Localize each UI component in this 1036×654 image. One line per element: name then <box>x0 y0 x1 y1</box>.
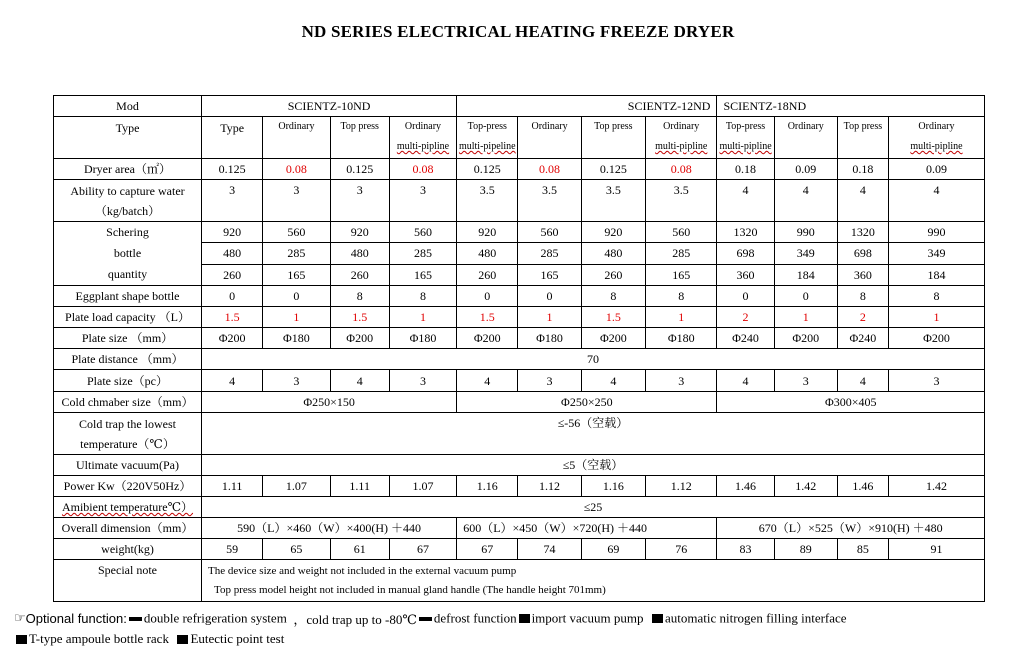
value-cell: 560 <box>389 222 456 243</box>
table-row <box>54 180 985 222</box>
type-line: Ordinary <box>404 121 442 132</box>
type-cell <box>518 117 581 159</box>
value-cell: 3 <box>202 180 263 222</box>
value-cell: 0.125 <box>202 159 263 180</box>
value-cell: 165 <box>645 264 716 285</box>
optional-item: automatic nitrogen filling interface <box>665 610 847 626</box>
value-cell: 349 <box>888 243 984 264</box>
optional-functions-line-1 <box>14 609 847 628</box>
type-cell <box>389 117 456 159</box>
table-row <box>54 159 985 180</box>
row-label <box>54 392 202 413</box>
value-cell: 360 <box>837 264 888 285</box>
value-cell: 0 <box>518 286 581 307</box>
value-cell: 4 <box>717 180 774 222</box>
value-cell: Φ240 <box>717 328 774 349</box>
row-label: Plate distance （mm） <box>54 349 202 370</box>
type-line: Top-press <box>467 121 507 132</box>
value-cell: 184 <box>888 264 984 285</box>
value-cell: 0.125 <box>330 159 389 180</box>
value-cell: 260 <box>202 264 263 285</box>
value-cell: 920 <box>202 222 263 243</box>
value-cell: Φ180 <box>263 328 330 349</box>
value-cell: 4 <box>888 180 984 222</box>
value-cell: 0 <box>202 286 263 307</box>
value-cell: 1.5 <box>202 307 263 328</box>
value-cell: 1.11 <box>330 476 389 497</box>
value-cell: 85 <box>837 539 888 560</box>
value-cell: 670（L）×525（W）×910(H) ＋480 <box>717 518 985 539</box>
value-cell: 2 <box>837 307 888 328</box>
type-cell <box>717 117 774 159</box>
value-cell: 8 <box>581 286 645 307</box>
row-label: Ultimate vacuum(Pa) <box>54 455 202 476</box>
value-cell: 1.5 <box>581 307 645 328</box>
value-cell: Φ300×405 <box>717 392 985 413</box>
note-line: Top press model height not included in manual gland handle (The handle height 701mm) <box>214 583 606 596</box>
value-cell: 3 <box>389 370 456 392</box>
type-line: Top press <box>843 121 883 132</box>
value-cell: 1.12 <box>645 476 716 497</box>
type-cell <box>774 117 837 159</box>
table-row <box>54 392 985 413</box>
value-cell: 8 <box>330 286 389 307</box>
value-cell: 0.09 <box>774 159 837 180</box>
value-cell: 990 <box>888 222 984 243</box>
table-row <box>54 307 985 328</box>
schering-label <box>54 222 202 286</box>
value-cell: 1.11 <box>202 476 263 497</box>
row-label: Amibient temperature℃） <box>54 497 202 518</box>
value-cell: Φ200 <box>330 328 389 349</box>
type-line: Ordinary <box>663 121 700 132</box>
row-label: Plate load capacity （L） <box>54 307 202 328</box>
value-cell: 0.09 <box>888 159 984 180</box>
row-label: Overall dimension（mm） <box>54 518 202 539</box>
type-cell <box>263 117 330 159</box>
value-cell: 560 <box>645 222 716 243</box>
type-cell: Type <box>202 117 263 159</box>
value-cell: 1 <box>518 307 581 328</box>
value-cell: 920 <box>457 222 518 243</box>
value-cell: 4 <box>457 370 518 392</box>
row-label: Plate size （mm） <box>54 328 202 349</box>
value-cell: 0 <box>263 286 330 307</box>
type-cell <box>581 117 645 159</box>
value-cell: 4 <box>330 370 389 392</box>
optional-item: defrost function <box>433 610 517 626</box>
pointing-hand-icon: ☞ <box>14 611 26 626</box>
value-cell: 1320 <box>837 222 888 243</box>
model-name: SCIENTZ-18ND <box>717 96 985 117</box>
value-cell: 3 <box>888 370 984 392</box>
value-cell: 349 <box>774 243 837 264</box>
value-cell: 4 <box>717 370 774 392</box>
value-cell: 1 <box>774 307 837 328</box>
type-line: multi-pipline <box>719 141 772 152</box>
value-cell: 260 <box>330 264 389 285</box>
value-cell: 165 <box>263 264 330 285</box>
value-cell: 3.5 <box>645 180 716 222</box>
value-cell: 360 <box>717 264 774 285</box>
table-row <box>54 539 985 560</box>
value-cell: 698 <box>717 243 774 264</box>
bullet-square-icon <box>419 617 432 621</box>
row-label <box>54 413 202 455</box>
value-cell: 4 <box>837 180 888 222</box>
value-cell: 285 <box>263 243 330 264</box>
row-label-line: temperature（℃） <box>80 436 175 451</box>
value-cell: 0.18 <box>717 159 774 180</box>
value-cell: 1 <box>263 307 330 328</box>
value-cell: 1320 <box>717 222 774 243</box>
table-row <box>54 497 985 518</box>
type-cell <box>837 117 888 159</box>
value-cell: 1.42 <box>888 476 984 497</box>
table-row <box>54 222 985 243</box>
type-line: Ordinary <box>531 121 568 132</box>
value-cell: 3 <box>518 370 581 392</box>
optional-item: ，cold trap up to -80℃ <box>293 612 417 627</box>
type-line: Top-press <box>725 121 766 132</box>
value-cell: 600（L）×450（W）×720(H) ＋440 <box>457 518 717 539</box>
bullet-square-icon <box>177 635 188 644</box>
table-row <box>54 476 985 497</box>
value-cell: 920 <box>330 222 389 243</box>
type-line: multi-pipline <box>655 141 708 152</box>
table-row <box>54 370 985 392</box>
value-cell: 3 <box>774 370 837 392</box>
bullet-square-icon <box>129 617 142 621</box>
value-cell: 165 <box>389 264 456 285</box>
bullet-square-icon <box>652 614 663 623</box>
type-line: Top press <box>340 121 379 132</box>
value-cell: Φ200 <box>202 328 263 349</box>
value-cell: 3.5 <box>518 180 581 222</box>
value-cell: 1.07 <box>389 476 456 497</box>
value-cell: 4 <box>581 370 645 392</box>
type-cell <box>330 117 389 159</box>
value-cell: 3 <box>330 180 389 222</box>
value-cell: 61 <box>330 539 389 560</box>
value-cell: 165 <box>518 264 581 285</box>
value-cell: 8 <box>888 286 984 307</box>
value-cell: 8 <box>645 286 716 307</box>
value-cell: 67 <box>389 539 456 560</box>
value-cell: 4 <box>774 180 837 222</box>
value-cell: ≤-56（空载） <box>202 413 985 455</box>
value-cell: 74 <box>518 539 581 560</box>
value-cell: 480 <box>202 243 263 264</box>
value-cell: Φ180 <box>389 328 456 349</box>
value-cell: 67 <box>457 539 518 560</box>
row-label: Plate size（pc） <box>54 370 202 392</box>
table-row <box>54 328 985 349</box>
type-line: multi-pipeline <box>458 141 516 152</box>
value-cell: 0.18 <box>837 159 888 180</box>
special-note <box>202 560 985 602</box>
value-cell: 65 <box>263 539 330 560</box>
value-cell: 1.5 <box>457 307 518 328</box>
optional-item: T-type ampoule bottle rack <box>29 631 169 647</box>
table-row <box>54 96 985 117</box>
value-cell: 1.12 <box>518 476 581 497</box>
value-cell: 0.08 <box>645 159 716 180</box>
type-label: Type <box>54 117 202 159</box>
value-cell: Φ200 <box>457 328 518 349</box>
value-cell: 590（L）×460（W）×400(H) ＋440 <box>202 518 457 539</box>
value-cell: 1.46 <box>837 476 888 497</box>
value-cell: 1.16 <box>581 476 645 497</box>
value-cell: 920 <box>581 222 645 243</box>
value-cell: 2 <box>717 307 774 328</box>
bullet-square-icon <box>16 635 27 644</box>
value-cell: 285 <box>518 243 581 264</box>
value-cell: 91 <box>888 539 984 560</box>
value-cell: 4 <box>837 370 888 392</box>
type-line: multi-pipline <box>396 141 450 152</box>
table-row <box>54 117 985 159</box>
value-cell: 70 <box>202 349 985 370</box>
bullet-square-icon <box>519 614 530 623</box>
type-cell <box>457 117 518 159</box>
value-cell: ≤25 <box>202 497 985 518</box>
value-cell: 0.08 <box>518 159 581 180</box>
table-row <box>54 518 985 539</box>
table-row <box>54 349 985 370</box>
value-cell: 3 <box>389 180 456 222</box>
value-cell: Φ250×150 <box>202 392 457 413</box>
value-cell: Φ250×250 <box>457 392 717 413</box>
value-cell: 0.125 <box>581 159 645 180</box>
value-cell: 0.08 <box>389 159 456 180</box>
value-cell: 0 <box>717 286 774 307</box>
value-cell: 3 <box>263 370 330 392</box>
optional-item: Eutectic point test <box>190 631 285 647</box>
value-cell: 59 <box>202 539 263 560</box>
value-cell: Φ200 <box>581 328 645 349</box>
value-cell: 1.5 <box>330 307 389 328</box>
value-cell: Φ180 <box>518 328 581 349</box>
value-cell: 260 <box>581 264 645 285</box>
value-cell: 1.07 <box>263 476 330 497</box>
type-line: Ordinary <box>278 121 315 132</box>
value-cell: 69 <box>581 539 645 560</box>
value-cell: 1.16 <box>457 476 518 497</box>
value-cell: Φ200 <box>774 328 837 349</box>
value-cell: 0 <box>457 286 518 307</box>
table-row <box>54 455 985 476</box>
value-cell: Φ240 <box>837 328 888 349</box>
schering-label-line: quantity <box>107 267 148 281</box>
value-cell: 89 <box>774 539 837 560</box>
value-cell: 1.46 <box>717 476 774 497</box>
model-name: SCIENTZ-10ND <box>202 96 457 117</box>
value-cell: 76 <box>645 539 716 560</box>
value-cell: 3.5 <box>457 180 518 222</box>
value-cell: 0 <box>774 286 837 307</box>
table-row <box>54 413 985 455</box>
row-label-text: Cold chmaber size（mm） <box>61 395 194 409</box>
value-cell: 0.08 <box>263 159 330 180</box>
optional-item: double refrigeration system <box>143 610 287 626</box>
value-cell: 8 <box>837 286 888 307</box>
optional-function-lead: Optional function: <box>25 611 127 626</box>
mod-label: Mod <box>54 96 202 117</box>
spec-table <box>53 95 985 602</box>
value-cell: 560 <box>518 222 581 243</box>
value-cell: 4 <box>202 370 263 392</box>
value-cell: 1 <box>389 307 456 328</box>
value-cell: 83 <box>717 539 774 560</box>
value-cell: 480 <box>330 243 389 264</box>
value-cell: 1 <box>888 307 984 328</box>
row-label-line: Cold trap the lowest <box>79 416 176 431</box>
value-cell: 285 <box>645 243 716 264</box>
row-label: Special note <box>54 560 202 602</box>
document-title: ND SERIES ELECTRICAL HEATING FREEZE DRYER <box>301 22 735 41</box>
value-cell: 285 <box>389 243 456 264</box>
row-label <box>54 180 202 222</box>
model-name: SCIENTZ-12ND <box>457 96 717 117</box>
value-cell: 184 <box>774 264 837 285</box>
type-cell <box>645 117 716 159</box>
table-row <box>54 560 985 602</box>
value-cell: Φ180 <box>645 328 716 349</box>
table-row <box>54 286 985 307</box>
value-cell: 1.42 <box>774 476 837 497</box>
row-label: Eggplant shape bottle <box>54 286 202 307</box>
note-line: The device size and weight not included in the external vacuum pump <box>208 564 517 577</box>
value-cell: 3 <box>263 180 330 222</box>
optional-functions-line-2 <box>14 630 284 647</box>
schering-label-line: bottle <box>113 246 142 260</box>
schering-label-line: Schering <box>106 225 149 239</box>
type-line: Ordinary <box>918 121 955 132</box>
row-label: Dryer area（㎡） <box>54 159 202 180</box>
value-cell: 990 <box>774 222 837 243</box>
type-cell <box>888 117 984 159</box>
type-line: Ordinary <box>787 121 824 132</box>
value-cell: 698 <box>837 243 888 264</box>
value-cell: 3 <box>645 370 716 392</box>
value-cell: 3.5 <box>581 180 645 222</box>
row-label: Power Kw（220V50Hz） <box>54 476 202 497</box>
row-label-line: Ability to capture water <box>70 183 185 198</box>
value-cell: Φ200 <box>888 328 984 349</box>
value-cell: 0.125 <box>457 159 518 180</box>
value-cell: ≤5（空载） <box>202 455 985 476</box>
optional-item: import vacuum pump <box>531 610 644 626</box>
value-cell: 480 <box>457 243 518 264</box>
type-line: Top press <box>594 121 633 132</box>
type-line: multi-pipline <box>910 141 963 152</box>
row-label: weight(kg) <box>54 539 202 560</box>
value-cell: 260 <box>457 264 518 285</box>
value-cell: 1 <box>645 307 716 328</box>
row-label-line: （kg/batch） <box>94 203 161 218</box>
value-cell: 8 <box>389 286 456 307</box>
value-cell: 560 <box>263 222 330 243</box>
value-cell: 480 <box>581 243 645 264</box>
